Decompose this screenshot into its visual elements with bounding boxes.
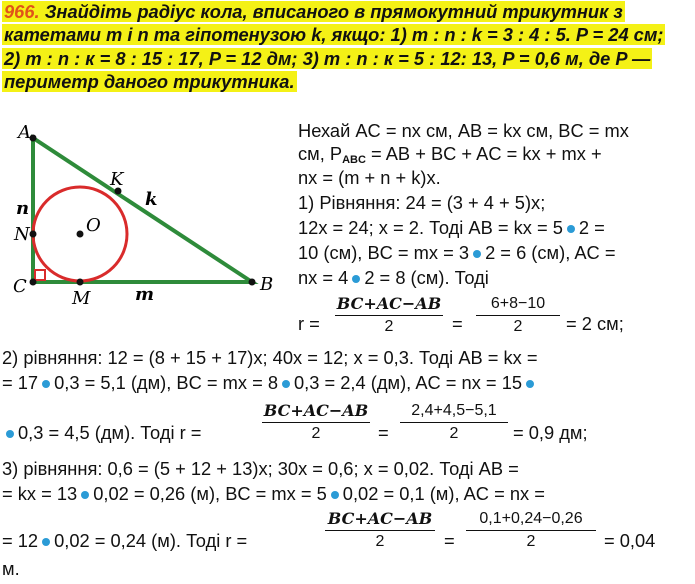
task-text: Знайдіть радіус кола, вписаного в прямокутний трикутник з катетами m і n та гіпотенузою k, якщо: 1) m : n : k = 3 : 4 : 5. P = 24 см; 2) m : n : к = 8 : 15 : 17, P = 12 дм; 3) m : n : к = 5 : 12: 13, P = 0,6 м, де P — периметр даного трикутника. (4, 1, 664, 93)
right-angle-mark (35, 270, 45, 280)
label-c: C (13, 276, 27, 297)
task-statement (2, 0, 682, 94)
part1-fraction-formula: $\frac{BC+AC-AB}{2}$ (336, 294, 442, 335)
point-o (77, 231, 84, 238)
point-m (77, 279, 84, 286)
label-m-side: m (135, 284, 155, 305)
part1-line-2: 12x = 24; x = 2. Тоді AB = kx = 5 2 = (298, 217, 605, 238)
part2-line-1: 2) рівняння: 12 = (8 + 15 + 17)x; 40x = 12; x = 0,3. Тоді AB = kx = (2, 347, 538, 368)
multiply-dot (331, 491, 339, 499)
part3-result: = 0,04 (604, 530, 656, 551)
label-k: K (110, 169, 124, 190)
multiply-dot (567, 225, 575, 233)
multiply-dot (526, 380, 534, 388)
part3-equals: = (444, 530, 455, 551)
part2-equals: = (378, 422, 389, 443)
part3-fraction-values: $\frac{0,1+0,24-0,26}{2}$ (466, 509, 596, 553)
part1-equals: = (452, 313, 463, 334)
multiply-dot (42, 538, 50, 546)
multiply-dot (81, 491, 89, 499)
triangle-diagram (0, 112, 290, 312)
part3-line-3: = 12 0,02 = 0,24 (м). Тоді r = (2, 530, 248, 551)
label-k-side: k (145, 189, 158, 210)
point-c (30, 279, 37, 286)
part2-fraction-values: $\frac{2,4+4,5-5,1}{2}$ (400, 401, 508, 445)
part1-result: = 2 см; (566, 313, 624, 334)
part2-line-3: 0,3 = 4,5 (дм). Тоді r = (2, 422, 201, 444)
part1-line-4: nx = 4 2 = 8 (см). Тоді (298, 267, 489, 288)
part3-fraction-formula: $\frac{BC+AC-AB}{2}$ (325, 509, 435, 553)
multiply-dot (282, 380, 290, 388)
part2-line-2: = 17 0,3 = 5,1 (дм), BC = mx = 8 0,3 = 2,4 (дм), AC = nx = 15 (2, 372, 538, 394)
point-n (30, 231, 37, 238)
intro-line-2: см, $P_{ABC}$ = AB + BC + AC = kx + mx + (298, 143, 602, 166)
label-a: A (18, 122, 31, 143)
part3-line-1: 3) рівняння: 0,6 = (5 + 12 + 13)x; 30x = 0,6; x = 0,02. Тоді AB = (2, 458, 519, 479)
part3-unit: м. (2, 558, 20, 579)
label-m-point: M (72, 288, 91, 309)
multiply-dot (473, 250, 481, 258)
label-b: B (260, 274, 274, 295)
part1-fraction-values: $\frac{6+8-10}{2}$ (476, 294, 560, 338)
intro-line-1: Нехай AC = nx см, AB = kx см, BC = mx (298, 120, 629, 141)
multiply-dot (6, 430, 14, 438)
intro-line-3: nx = (m + n + k)x. (298, 167, 441, 188)
label-n-side: n (16, 198, 30, 219)
part2-fraction-formula: $\frac{BC+AC-AB}{2}$ (263, 401, 369, 442)
multiply-dot (42, 380, 50, 388)
multiply-dot (352, 275, 360, 283)
part3-line-2: = kx = 13 0,02 = 0,26 (м), BC = mx = 5 0,02 = 0,1 (м), AC = nx = (2, 483, 545, 504)
part1-r-label: r = (298, 313, 320, 334)
part1-line-3: 10 (см), BC = mx = 3 2 = 6 (см), AC = (298, 242, 616, 263)
part2-result: = 0,9 дм; (513, 422, 588, 443)
label-o: O (86, 215, 101, 236)
label-n-point: N (14, 224, 30, 245)
part1-line-1: 1) Рівняння: 24 = (3 + 4 + 5)x; (298, 192, 546, 213)
point-b (249, 279, 256, 286)
triangle (33, 138, 252, 282)
task-number: 966. (4, 1, 40, 22)
